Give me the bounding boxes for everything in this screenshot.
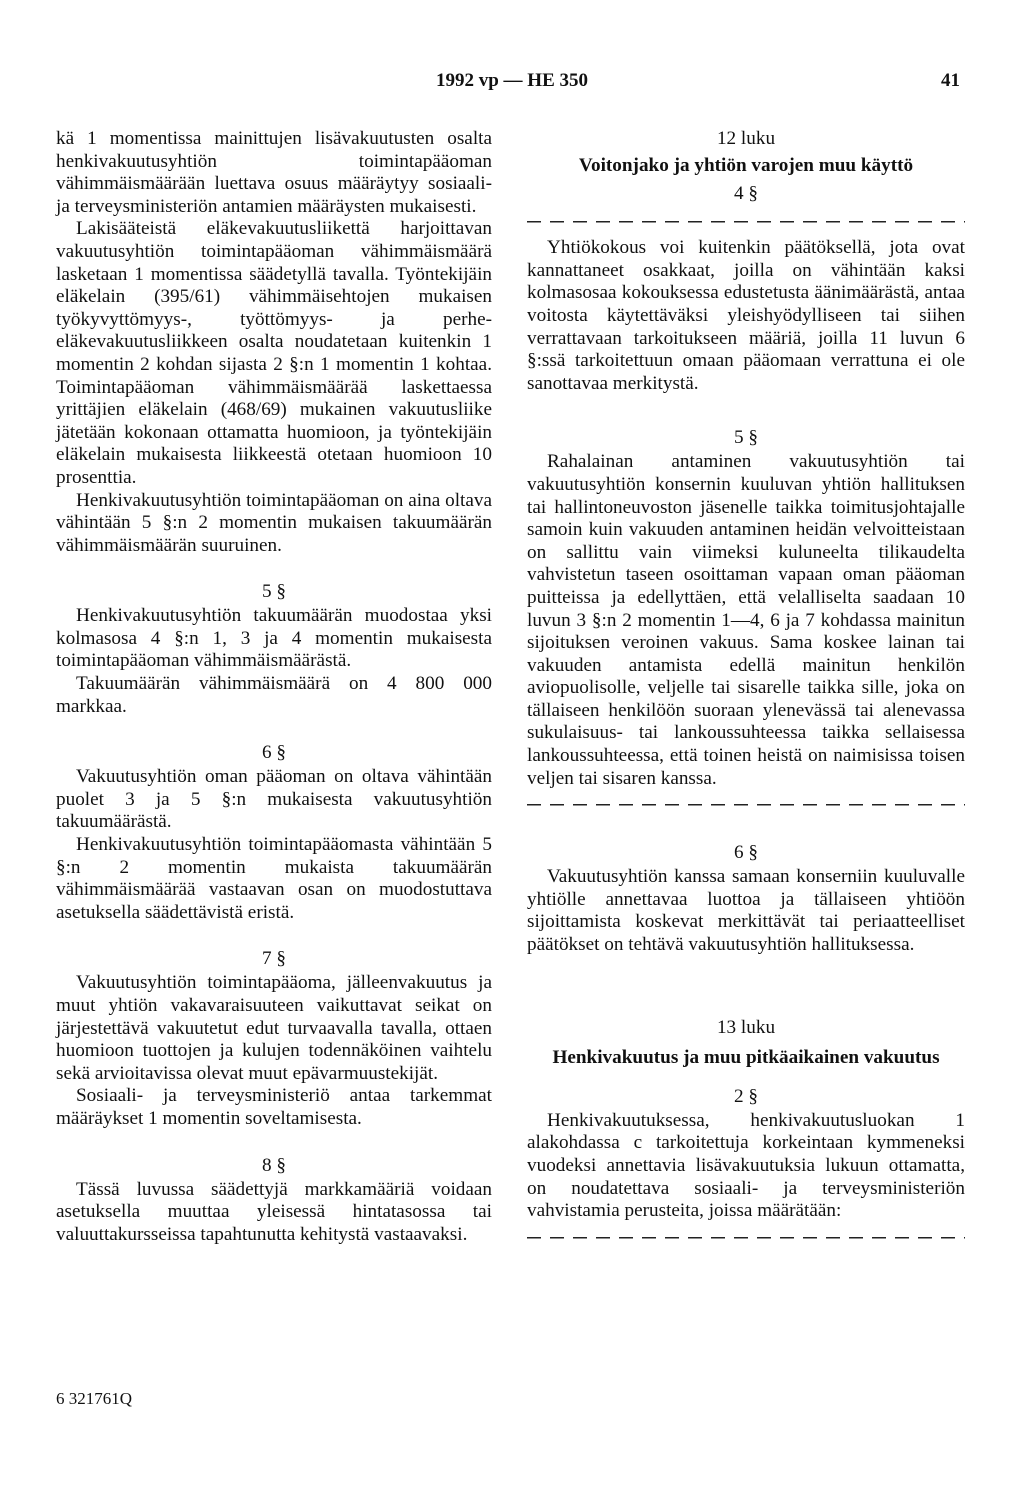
document-title: 1992 vp — HE 350 [435,70,589,91]
omission-dashes [527,215,965,227]
chapter-title: Voitonjako ja yhtiön varojen muu käyttö [578,154,914,176]
paragraph: kä 1 momentissa mainittujen lisävakuutusten osalta henkivakuutusyhtiön toimintapääoman vähimmäismäärään luettava osuus määräytyy sosiaali- ja terveysministeriön antamien määräysten mukaisesti. [56,128,492,217]
paragraph: Yhtiökokous voi kuitenkin päätöksellä, jota ovat kannattaneet osakkaat, joilla on vähintään kaksi kolmasosaa kokouksessa edustetusta äänimäärästä, antaa voitosta käytettäväksi yleishyödylliseen tai siihen verrattavaan tarkoitukseen määriä, joilla 11 luvun 6 §:ssä tarkoitettuun omaan pääomaan verrattuna ei ole sanottavaa merkitystä. [527,237,965,394]
paragraph: Vakuutusyhtiön kanssa samaan konserniin kuuluvalle yhtiölle annettavaa luottoa ja tällaiseen yhtiöön sijoittamista koskevat merkittävät tai periaatteelliset päätökset on tehtävä vakuutusyhtiön hallituksessa. [527,866,965,956]
chapter-number: 13 luku [716,1016,776,1038]
section-heading: 7 § [262,948,286,970]
paragraph: Takuumäärän vähimmäismäärä on 4 800 000 markkaa. [56,673,492,717]
page-header [0,70,1024,100]
left-column [56,128,492,1246]
paragraph: Tässä luvussa säädettyjä markkamääriä voidaan asetuksella muuttaa yleisessä hintatasossa tai valuuttakursseissa tapahtunutta kehitystä vastaavaksi. [56,1178,492,1245]
paragraph: Vakuutusyhtiön toimintapääoma, jälleenvakuutus ja muut yhtiön vakavaraisuuteen vaikuttavat seikat on järjestettävä vakuutetut edut turvaavalla tavalla, ottaen huomioon tuottojen ja kulujen todennäköinen vaihtelu sekä arvioitavissa olevat muut epävarmuustekijät. [56,972,492,1084]
right-column [527,128,965,1253]
omission-dashes [527,1231,965,1243]
paragraph: Sosiaali- ja terveysministeriö antaa tarkemmat määräykset 1 momentin soveltamisesta. [56,1085,492,1129]
paragraph: Lakisääteistä eläkevakuutusliikettä harjoittavan vakuutusyhtiön toimintapääoman vähimmäismäärä lasketaan 1 momentissa säädetyllä tavalla. Työntekijäin eläkelain (395/61) vähimmäisehtojen mukaisen työkyvyttömyys-, työttömyys- ja perhe-eläkevakuutusliikkeen osalta noudatetaan kuitenkin 1 momentin 2 kohdan sijasta 2 §:n 1 momentin 1 kohtaa. Toimintapääoman vähimmäismäärää laskettaessa yrittäjien eläkelain (468/69) mukainen vakuutusliike jätetään kokonaan ottamatta huomioon, ja työntekijäin eläkelain mukaisesta liikkeestä otetaan huomioon 10 prosenttia. [56,218,492,488]
section-heading: 6 § [262,742,286,764]
chapter-number: 12 luku [716,128,776,149]
paragraph: Vakuutusyhtiön oman pääoman on oltava vähintään puolet 3 ja 5 §:n mukaisesta vakuutusyhtiön takuumäärästä. [56,766,492,833]
paragraph: Henkivakuutuksessa, henkivakuutusluokan 1 alakohdassa c tarkoitettuja korkeintaan kymmeneksi vuodeksi annettavia lisävakuutuksia lukuun ottamatta, on noudatettava sosiaali- ja terveysministeriön vahvistamia perusteita, joissa määrätään: [527,1109,965,1222]
page-number: 41 [941,70,960,91]
paragraph: Rahalainan antaminen vakuutusyhtiön tai vakuutusyhtiön konsernin kuuluvan yhtiön hallituksen tai hallintoneuvoston jäsenelle taikka toimitusjohtajalle samoin kuin vakuuden antaminen heidän velvoitteistaan on sallittu vain viimeksi kuluneelta tilikaudelta vahvistetun taseen osoittaman vapaan oman pääoman puitteissa ja edellyttäen, että velalliselta saadaan 10 luvun 3 §:n 2 momentin 1—4, 6 ja 7 kohdassa mainitun sijoituksen veroinen vakuus. Sama koskee lainan tai vakuuden antamista edellä mainitun henkilön aviopuolisolle, veljelle tai sisarelle taikka sille, joka on tällaiseen henkilöön suoraan ylenevässä tai alenevassa sukulaisuus- tai lankoussuhteessa taikka sellaisessa lankoussuhteessa, että toinen heistä on naimisissa toisen veljen tai sisaren kanssa. [527,451,965,789]
paragraph: Henkivakuutusyhtiön toimintapääomasta vähintään 5 §:n 2 momentin mukaista takuumäärän vähimmäismäärää vastaavan osan on muodostuttava asetuksella säädettävistä eristä. [56,834,492,923]
footer-code: 6 321761Q [56,1389,133,1408]
omission-dashes [527,798,965,810]
section-heading: 8 § [262,1154,286,1176]
section-heading: 4 § [734,183,758,205]
section-heading: 5 § [262,581,286,603]
section-heading: 6 § [734,842,758,864]
paragraph: Henkivakuutusyhtiön takuumäärän muodostaa yksi kolmasosa 4 §:n 1, 3 ja 4 momentin mukaisesta toimintapääoman vähimmäismäärästä. [56,605,492,672]
paragraph: Henkivakuutusyhtiön toimintapääoman on aina oltava vähintään 5 §:n 2 momentin mukaisen takuumäärän vähimmäismäärän suuruinen. [56,489,492,556]
section-heading: 2 § [734,1085,758,1107]
chapter-title: Henkivakuutus ja muu pitkäaikainen vakuutus [552,1047,940,1069]
section-heading: 5 § [734,427,758,449]
